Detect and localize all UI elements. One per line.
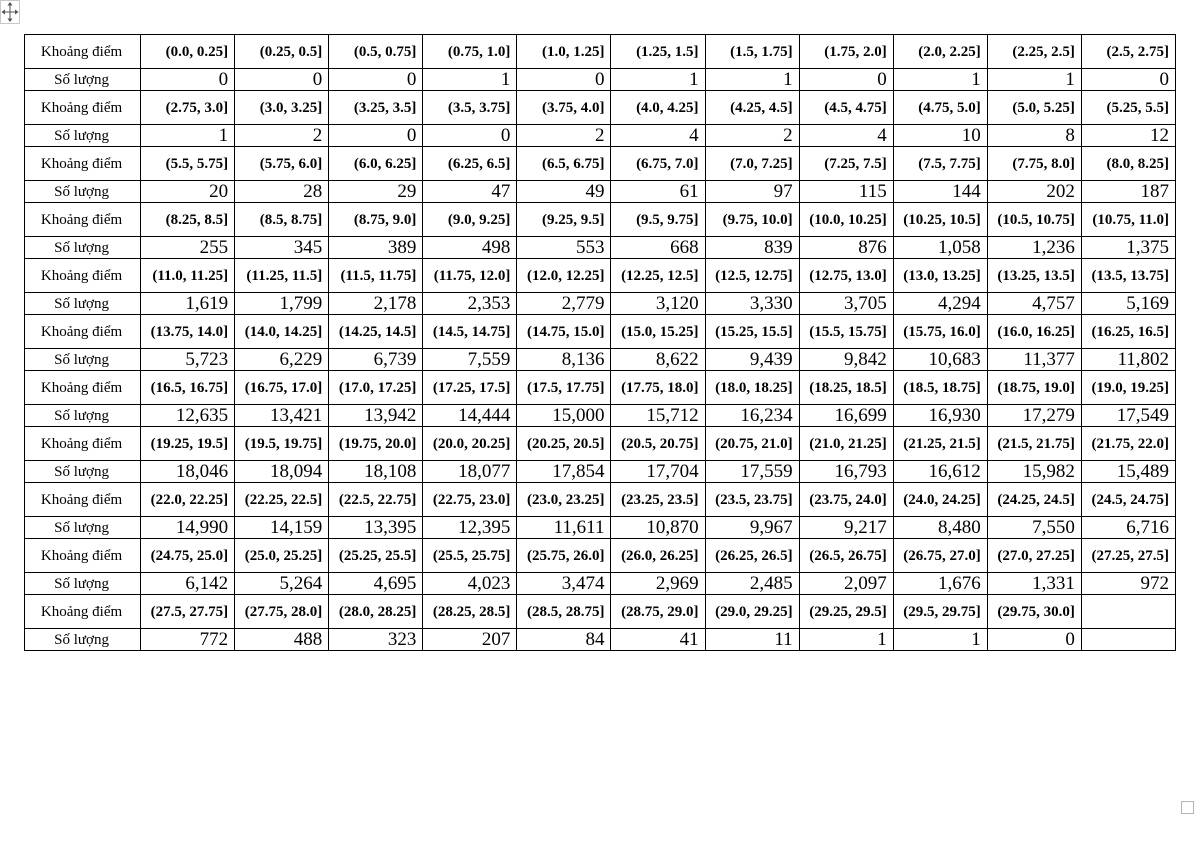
range-cell: (9.5, 9.75] xyxy=(611,203,705,237)
range-cell: (6.5, 6.75] xyxy=(517,147,611,181)
count-cell: 10 xyxy=(893,125,987,147)
count-row-label: Số lượng xyxy=(25,125,141,147)
range-cell: (4.75, 5.0] xyxy=(893,91,987,125)
count-cell: 84 xyxy=(517,629,611,651)
range-cell: (0.0, 0.25] xyxy=(141,35,235,69)
count-cell: 207 xyxy=(423,629,517,651)
count-cell: 488 xyxy=(235,629,329,651)
count-cell: 1,619 xyxy=(141,293,235,315)
range-row xyxy=(25,147,1176,181)
count-row xyxy=(25,181,1176,203)
range-cell: (10.5, 10.75] xyxy=(987,203,1081,237)
count-cell: 0 xyxy=(799,69,893,91)
move-icon xyxy=(1,1,19,23)
range-cell: (25.25, 25.5] xyxy=(329,539,423,573)
count-cell: 323 xyxy=(329,629,423,651)
range-cell: (18.0, 18.25] xyxy=(705,371,799,405)
count-cell: 2,779 xyxy=(517,293,611,315)
count-cell: 13,395 xyxy=(329,517,423,539)
count-cell: 389 xyxy=(329,237,423,259)
range-row xyxy=(25,259,1176,293)
range-cell: (15.5, 15.75] xyxy=(799,315,893,349)
count-row-label: Số lượng xyxy=(25,293,141,315)
count-row-label: Số lượng xyxy=(25,461,141,483)
range-cell: (19.5, 19.75] xyxy=(235,427,329,461)
range-cell: (17.25, 17.5] xyxy=(423,371,517,405)
count-cell: 3,705 xyxy=(799,293,893,315)
count-cell: 10,683 xyxy=(893,349,987,371)
range-cell: (10.75, 11.0] xyxy=(1081,203,1175,237)
count-cell: 2 xyxy=(235,125,329,147)
range-cell: (24.5, 24.75] xyxy=(1081,483,1175,517)
range-cell: (13.5, 13.75] xyxy=(1081,259,1175,293)
count-cell: 4,757 xyxy=(987,293,1081,315)
count-cell: 17,279 xyxy=(987,405,1081,427)
count-cell: 16,699 xyxy=(799,405,893,427)
count-cell: 15,489 xyxy=(1081,461,1175,483)
range-cell: (24.75, 25.0] xyxy=(141,539,235,573)
count-cell: 16,234 xyxy=(705,405,799,427)
count-cell: 0 xyxy=(235,69,329,91)
range-row-label: Khoảng điểm xyxy=(25,539,141,573)
count-cell: 1 xyxy=(705,69,799,91)
range-cell: (21.5, 21.75] xyxy=(987,427,1081,461)
count-cell: 1 xyxy=(987,69,1081,91)
count-cell: 11,377 xyxy=(987,349,1081,371)
count-cell: 17,854 xyxy=(517,461,611,483)
count-cell: 1,236 xyxy=(987,237,1081,259)
count-cell: 4,695 xyxy=(329,573,423,595)
count-cell: 13,942 xyxy=(329,405,423,427)
range-cell: (7.0, 7.25] xyxy=(705,147,799,181)
range-row xyxy=(25,91,1176,125)
count-cell: 14,444 xyxy=(423,405,517,427)
range-cell: (17.0, 17.25] xyxy=(329,371,423,405)
count-cell: 28 xyxy=(235,181,329,203)
count-cell: 0 xyxy=(141,69,235,91)
count-cell: 9,439 xyxy=(705,349,799,371)
count-cell: 0 xyxy=(1081,69,1175,91)
count-cell: 12,635 xyxy=(141,405,235,427)
table-move-handle[interactable] xyxy=(0,0,20,24)
range-cell: (1.0, 1.25] xyxy=(517,35,611,69)
range-cell: (12.5, 12.75] xyxy=(705,259,799,293)
range-cell: (25.0, 25.25] xyxy=(235,539,329,573)
count-cell: 255 xyxy=(141,237,235,259)
range-cell: (12.25, 12.5] xyxy=(611,259,705,293)
count-cell: 3,474 xyxy=(517,573,611,595)
count-cell: 2,353 xyxy=(423,293,517,315)
count-cell: 8 xyxy=(987,125,1081,147)
count-cell: 3,120 xyxy=(611,293,705,315)
count-row-label: Số lượng xyxy=(25,573,141,595)
range-cell: (16.75, 17.0] xyxy=(235,371,329,405)
range-cell: (2.75, 3.0] xyxy=(141,91,235,125)
count-cell: 2,178 xyxy=(329,293,423,315)
count-cell: 11,611 xyxy=(517,517,611,539)
range-row-label: Khoảng điểm xyxy=(25,595,141,629)
range-row xyxy=(25,371,1176,405)
range-cell: (27.5, 27.75] xyxy=(141,595,235,629)
count-cell: 12 xyxy=(1081,125,1175,147)
range-cell: (0.5, 0.75] xyxy=(329,35,423,69)
range-cell: (16.25, 16.5] xyxy=(1081,315,1175,349)
count-cell: 345 xyxy=(235,237,329,259)
range-cell: (25.5, 25.75] xyxy=(423,539,517,573)
range-cell: (20.5, 20.75] xyxy=(611,427,705,461)
count-cell: 18,046 xyxy=(141,461,235,483)
range-cell: (23.0, 23.25] xyxy=(517,483,611,517)
range-cell: (1.25, 1.5] xyxy=(611,35,705,69)
range-cell: (7.25, 7.5] xyxy=(799,147,893,181)
count-cell: 1 xyxy=(799,629,893,651)
range-cell: (18.25, 18.5] xyxy=(799,371,893,405)
count-cell: 8,480 xyxy=(893,517,987,539)
range-cell: (22.0, 22.25] xyxy=(141,483,235,517)
range-row xyxy=(25,539,1176,573)
count-cell: 1,799 xyxy=(235,293,329,315)
count-cell: 5,264 xyxy=(235,573,329,595)
range-cell: (1.75, 2.0] xyxy=(799,35,893,69)
range-cell: (23.25, 23.5] xyxy=(611,483,705,517)
range-cell: (6.25, 6.5] xyxy=(423,147,517,181)
count-cell: 1,058 xyxy=(893,237,987,259)
range-cell: (3.25, 3.5] xyxy=(329,91,423,125)
range-cell: (17.5, 17.75] xyxy=(517,371,611,405)
count-row-label: Số lượng xyxy=(25,629,141,651)
count-cell: 7,550 xyxy=(987,517,1081,539)
range-cell: (20.75, 21.0] xyxy=(705,427,799,461)
range-cell: (8.25, 8.5] xyxy=(141,203,235,237)
count-cell: 11,802 xyxy=(1081,349,1175,371)
score-distribution-table xyxy=(24,34,1176,651)
range-row-label: Khoảng điểm xyxy=(25,91,141,125)
range-cell: (17.75, 18.0] xyxy=(611,371,705,405)
count-cell: 18,077 xyxy=(423,461,517,483)
range-cell: (26.75, 27.0] xyxy=(893,539,987,573)
range-cell: (19.25, 19.5] xyxy=(141,427,235,461)
range-cell: (0.75, 1.0] xyxy=(423,35,517,69)
count-cell: 4 xyxy=(611,125,705,147)
range-cell: (14.0, 14.25] xyxy=(235,315,329,349)
range-cell: (6.0, 6.25] xyxy=(329,147,423,181)
count-row xyxy=(25,125,1176,147)
count-row xyxy=(25,237,1176,259)
count-cell: 17,549 xyxy=(1081,405,1175,427)
range-row-label: Khoảng điểm xyxy=(25,371,141,405)
range-cell: (9.0, 9.25] xyxy=(423,203,517,237)
count-cell: 6,142 xyxy=(141,573,235,595)
count-cell: 8,622 xyxy=(611,349,705,371)
count-cell: 0 xyxy=(423,125,517,147)
count-cell: 202 xyxy=(987,181,1081,203)
range-cell: (25.75, 26.0] xyxy=(517,539,611,573)
range-row-label: Khoảng điểm xyxy=(25,35,141,69)
range-cell: (6.75, 7.0] xyxy=(611,147,705,181)
count-cell: 15,000 xyxy=(517,405,611,427)
range-row xyxy=(25,483,1176,517)
range-cell: (4.0, 4.25] xyxy=(611,91,705,125)
count-cell: 97 xyxy=(705,181,799,203)
range-cell: (20.25, 20.5] xyxy=(517,427,611,461)
count-cell: 1 xyxy=(423,69,517,91)
count-cell: 41 xyxy=(611,629,705,651)
range-cell: (9.25, 9.5] xyxy=(517,203,611,237)
range-cell: (15.75, 16.0] xyxy=(893,315,987,349)
count-cell: 3,330 xyxy=(705,293,799,315)
count-cell: 1 xyxy=(141,125,235,147)
range-cell: (20.0, 20.25] xyxy=(423,427,517,461)
range-cell: (9.75, 10.0] xyxy=(705,203,799,237)
range-cell: (1.5, 1.75] xyxy=(705,35,799,69)
range-cell: (12.75, 13.0] xyxy=(799,259,893,293)
range-cell: (10.0, 10.25] xyxy=(799,203,893,237)
count-cell: 14,159 xyxy=(235,517,329,539)
range-cell: (2.25, 2.5] xyxy=(987,35,1081,69)
range-cell: (22.25, 22.5] xyxy=(235,483,329,517)
range-cell: (11.25, 11.5] xyxy=(235,259,329,293)
range-cell: (11.0, 11.25] xyxy=(141,259,235,293)
range-cell: (2.5, 2.75] xyxy=(1081,35,1175,69)
count-cell: 6,229 xyxy=(235,349,329,371)
range-cell: (11.75, 12.0] xyxy=(423,259,517,293)
range-cell: (13.0, 13.25] xyxy=(893,259,987,293)
range-row-label: Khoảng điểm xyxy=(25,483,141,517)
count-cell: 876 xyxy=(799,237,893,259)
count-cell: 17,704 xyxy=(611,461,705,483)
range-cell: (8.75, 9.0] xyxy=(329,203,423,237)
range-row xyxy=(25,315,1176,349)
range-cell: (23.75, 24.0] xyxy=(799,483,893,517)
count-row-label: Số lượng xyxy=(25,517,141,539)
count-row xyxy=(25,405,1176,427)
range-row xyxy=(25,427,1176,461)
range-cell: (24.0, 24.25] xyxy=(893,483,987,517)
count-row xyxy=(25,629,1176,651)
range-cell: (26.25, 26.5] xyxy=(705,539,799,573)
count-row xyxy=(25,461,1176,483)
range-cell: (18.5, 18.75] xyxy=(893,371,987,405)
range-row-label: Khoảng điểm xyxy=(25,147,141,181)
count-cell: 9,217 xyxy=(799,517,893,539)
count-cell: 2,485 xyxy=(705,573,799,595)
count-cell: 2 xyxy=(705,125,799,147)
range-cell: (14.5, 14.75] xyxy=(423,315,517,349)
count-cell: 29 xyxy=(329,181,423,203)
count-cell: 2 xyxy=(517,125,611,147)
count-cell: 6,716 xyxy=(1081,517,1175,539)
range-cell: (3.0, 3.25] xyxy=(235,91,329,125)
range-cell: (5.5, 5.75] xyxy=(141,147,235,181)
count-row xyxy=(25,573,1176,595)
range-row xyxy=(25,595,1176,629)
range-row-label: Khoảng điểm xyxy=(25,259,141,293)
range-row-label: Khoảng điểm xyxy=(25,427,141,461)
range-cell: (28.5, 28.75] xyxy=(517,595,611,629)
range-cell: (4.25, 4.5] xyxy=(705,91,799,125)
range-cell: (22.75, 23.0] xyxy=(423,483,517,517)
count-cell: 668 xyxy=(611,237,705,259)
range-cell xyxy=(1081,595,1175,629)
count-cell: 4,294 xyxy=(893,293,987,315)
range-cell: (28.0, 28.25] xyxy=(329,595,423,629)
range-cell: (3.75, 4.0] xyxy=(517,91,611,125)
count-cell: 0 xyxy=(329,125,423,147)
range-cell: (26.5, 26.75] xyxy=(799,539,893,573)
range-cell: (15.0, 15.25] xyxy=(611,315,705,349)
count-cell: 20 xyxy=(141,181,235,203)
count-row xyxy=(25,349,1176,371)
count-cell: 187 xyxy=(1081,181,1175,203)
range-cell: (10.25, 10.5] xyxy=(893,203,987,237)
count-cell: 1,676 xyxy=(893,573,987,595)
range-cell: (0.25, 0.5] xyxy=(235,35,329,69)
count-cell: 4,023 xyxy=(423,573,517,595)
count-cell: 13,421 xyxy=(235,405,329,427)
range-cell: (11.5, 11.75] xyxy=(329,259,423,293)
count-cell: 18,094 xyxy=(235,461,329,483)
count-cell: 61 xyxy=(611,181,705,203)
range-cell: (13.75, 14.0] xyxy=(141,315,235,349)
count-cell: 144 xyxy=(893,181,987,203)
count-cell: 7,559 xyxy=(423,349,517,371)
count-cell xyxy=(1081,629,1175,651)
range-cell: (2.0, 2.25] xyxy=(893,35,987,69)
range-cell: (12.0, 12.25] xyxy=(517,259,611,293)
count-cell: 1,331 xyxy=(987,573,1081,595)
range-row-label: Khoảng điểm xyxy=(25,203,141,237)
range-cell: (8.0, 8.25] xyxy=(1081,147,1175,181)
range-cell: (28.75, 29.0] xyxy=(611,595,705,629)
count-cell: 839 xyxy=(705,237,799,259)
count-cell: 11 xyxy=(705,629,799,651)
range-cell: (21.75, 22.0] xyxy=(1081,427,1175,461)
range-cell: (23.5, 23.75] xyxy=(705,483,799,517)
range-cell: (5.75, 6.0] xyxy=(235,147,329,181)
table-resize-handle[interactable] xyxy=(1181,801,1194,814)
count-cell: 16,612 xyxy=(893,461,987,483)
count-cell: 0 xyxy=(329,69,423,91)
range-cell: (27.0, 27.25] xyxy=(987,539,1081,573)
range-cell: (29.5, 29.75] xyxy=(893,595,987,629)
count-row-label: Số lượng xyxy=(25,349,141,371)
range-cell: (29.25, 29.5] xyxy=(799,595,893,629)
count-cell: 18,108 xyxy=(329,461,423,483)
count-cell: 0 xyxy=(987,629,1081,651)
range-cell: (15.25, 15.5] xyxy=(705,315,799,349)
range-cell: (13.25, 13.5] xyxy=(987,259,1081,293)
count-cell: 4 xyxy=(799,125,893,147)
range-cell: (27.75, 28.0] xyxy=(235,595,329,629)
count-cell: 2,097 xyxy=(799,573,893,595)
count-row xyxy=(25,293,1176,315)
count-cell: 498 xyxy=(423,237,517,259)
range-cell: (29.0, 29.25] xyxy=(705,595,799,629)
count-cell: 17,559 xyxy=(705,461,799,483)
range-cell: (21.25, 21.5] xyxy=(893,427,987,461)
count-cell: 115 xyxy=(799,181,893,203)
count-cell: 10,870 xyxy=(611,517,705,539)
range-cell: (14.25, 14.5] xyxy=(329,315,423,349)
count-cell: 0 xyxy=(517,69,611,91)
count-cell: 14,990 xyxy=(141,517,235,539)
count-cell: 2,969 xyxy=(611,573,705,595)
count-cell: 553 xyxy=(517,237,611,259)
count-cell: 47 xyxy=(423,181,517,203)
range-cell: (18.75, 19.0] xyxy=(987,371,1081,405)
count-cell: 5,169 xyxy=(1081,293,1175,315)
count-cell: 15,712 xyxy=(611,405,705,427)
range-cell: (26.0, 26.25] xyxy=(611,539,705,573)
range-row xyxy=(25,35,1176,69)
count-cell: 5,723 xyxy=(141,349,235,371)
count-cell: 1 xyxy=(893,629,987,651)
range-cell: (29.75, 30.0] xyxy=(987,595,1081,629)
range-cell: (8.5, 8.75] xyxy=(235,203,329,237)
range-cell: (28.25, 28.5] xyxy=(423,595,517,629)
range-cell: (27.25, 27.5] xyxy=(1081,539,1175,573)
count-row-label: Số lượng xyxy=(25,237,141,259)
count-row xyxy=(25,517,1176,539)
range-cell: (21.0, 21.25] xyxy=(799,427,893,461)
range-row-label: Khoảng điểm xyxy=(25,315,141,349)
count-cell: 9,842 xyxy=(799,349,893,371)
count-cell: 1 xyxy=(893,69,987,91)
range-cell: (4.5, 4.75] xyxy=(799,91,893,125)
count-cell: 1,375 xyxy=(1081,237,1175,259)
count-cell: 9,967 xyxy=(705,517,799,539)
range-cell: (24.25, 24.5] xyxy=(987,483,1081,517)
range-cell: (7.75, 8.0] xyxy=(987,147,1081,181)
count-cell: 49 xyxy=(517,181,611,203)
count-cell: 12,395 xyxy=(423,517,517,539)
range-cell: (19.0, 19.25] xyxy=(1081,371,1175,405)
count-cell: 16,793 xyxy=(799,461,893,483)
count-row-label: Số lượng xyxy=(25,69,141,91)
range-row xyxy=(25,203,1176,237)
range-cell: (5.0, 5.25] xyxy=(987,91,1081,125)
range-cell: (3.5, 3.75] xyxy=(423,91,517,125)
count-row-label: Số lượng xyxy=(25,181,141,203)
range-cell: (16.5, 16.75] xyxy=(141,371,235,405)
count-cell: 972 xyxy=(1081,573,1175,595)
count-cell: 772 xyxy=(141,629,235,651)
count-row-label: Số lượng xyxy=(25,405,141,427)
range-cell: (7.5, 7.75] xyxy=(893,147,987,181)
count-cell: 6,739 xyxy=(329,349,423,371)
range-cell: (22.5, 22.75] xyxy=(329,483,423,517)
count-cell: 15,982 xyxy=(987,461,1081,483)
range-cell: (19.75, 20.0] xyxy=(329,427,423,461)
range-cell: (14.75, 15.0] xyxy=(517,315,611,349)
count-row xyxy=(25,69,1176,91)
range-cell: (5.25, 5.5] xyxy=(1081,91,1175,125)
range-cell: (16.0, 16.25] xyxy=(987,315,1081,349)
count-cell: 1 xyxy=(611,69,705,91)
count-cell: 16,930 xyxy=(893,405,987,427)
count-cell: 8,136 xyxy=(517,349,611,371)
